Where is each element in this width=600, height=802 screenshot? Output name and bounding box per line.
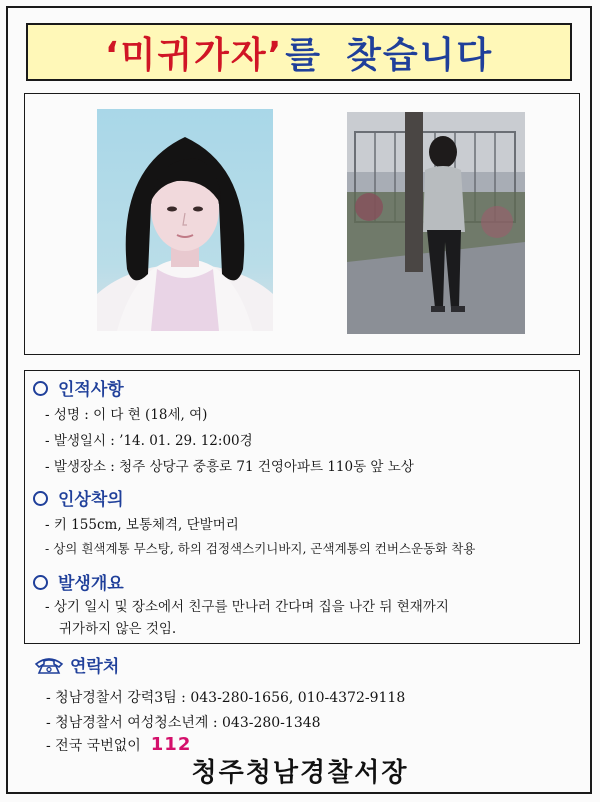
personal-name-line: - 성명 : 이 다 현 (18세, 여) (45, 407, 208, 423)
appearance-clothes-line: - 상의 흰색계통 무스탕, 하의 검정색스키니바지, 곤색계통의 컨버스운동화 착용 (45, 541, 476, 556)
cctv-still-photo (347, 112, 525, 334)
overview-line-1: - 상기 일시 및 장소에서 친구를 만나러 간다며 집을 나간 뒤 현재까지 (45, 599, 449, 615)
contact-line-youth-unit: - 청남경찰서 여성청소년계 : 043-280-1348 (46, 715, 321, 731)
contact-line-violent-crime: - 청남경찰서 강력3팀 : 043-280-1656, 010-4372-9118 (46, 690, 406, 706)
personal-datetime-line: - 발생일시 : ’14. 01. 29. 12:00경 (45, 433, 253, 449)
section-overview-heading: 발생개요 (33, 569, 124, 594)
title-searching: 찾습니다 (346, 34, 494, 76)
hotline-number: 112 (150, 734, 192, 755)
telephone-icon (34, 657, 64, 680)
section-personal-heading: 인적사항 (33, 375, 124, 400)
appearance-body-line: - 키 155cm, 보통체격, 단발머리 (45, 517, 239, 533)
poster-title (26, 23, 572, 81)
photo-panel (24, 93, 580, 355)
overview-line-2: 귀가하지 않은 것임. (59, 621, 177, 637)
bullet-circle-icon (33, 491, 48, 506)
bullet-circle-icon (33, 381, 48, 396)
bullet-circle-icon (33, 575, 48, 590)
personal-place-line: - 발생장소 : 청주 상당구 중흥로 71 건영아파트 110동 앞 노상 (45, 459, 414, 475)
contact-line-national: - 전국 국번없이 112 (46, 734, 192, 755)
info-panel (24, 370, 580, 644)
section-appearance-heading: 인상착의 (33, 485, 124, 510)
issuer-footer: 청주청남경찰서장 (191, 758, 409, 788)
title-missing-person: ‘미귀가자’ (104, 34, 284, 76)
portrait-photo (97, 109, 273, 331)
contact-heading: 연락처 (34, 652, 119, 680)
title-particle: 를 (285, 34, 323, 76)
